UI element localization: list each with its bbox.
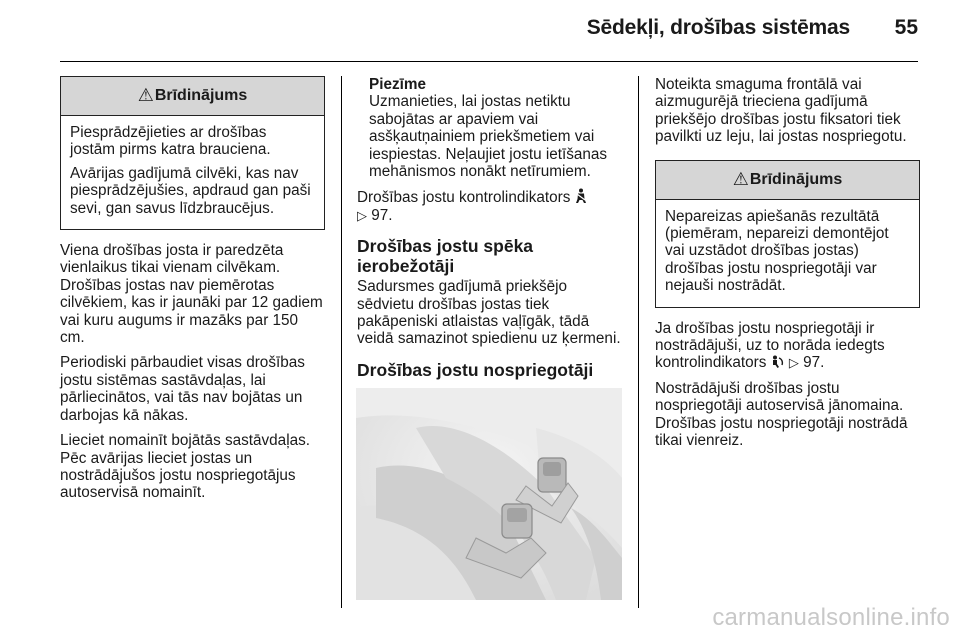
body-paragraph: Viena drošības josta ir paredzēta vienlaikus tikai vienam cilvēkam. Drošības jostas nav piemērotas cilvēkiem, kas ir jaunāki par 12 gadiem vai kuru augums ir mazāks par 150 cm. bbox=[60, 242, 323, 347]
column-1 bbox=[60, 76, 325, 510]
watermark: carmanualsonline.info bbox=[712, 604, 950, 631]
body-paragraph: Periodiski pārbaudiet visas drošības jostu sistēmas sastāvdaļas, lai pārliecinātos, vai tās nav bojātas un darbojas kā nākas. bbox=[60, 354, 305, 424]
warning-triangle-icon: ⚠ bbox=[137, 85, 154, 106]
airbag-indicator-icon bbox=[771, 354, 789, 371]
warning-box-1 bbox=[60, 76, 325, 230]
seatbelt-buckle-illustration bbox=[356, 388, 622, 600]
seatbelt-warning-icon bbox=[575, 189, 587, 206]
warning-box-body bbox=[656, 200, 919, 307]
body-paragraph: Lieciet nomainīt bojātās sastāvdaļas. Pēc avārijas lieciet jostas un nostrādājušos jostu nospriegotājus autoservisā nomainīt. bbox=[60, 432, 310, 502]
warning-label: Brīdinājums bbox=[749, 170, 843, 188]
column-divider-1 bbox=[341, 76, 342, 608]
body-paragraph bbox=[655, 320, 920, 372]
section-heading: Drošības jostu spēka ierobežotāji bbox=[357, 236, 534, 277]
column-2 bbox=[357, 76, 625, 382]
warning-box-body bbox=[61, 116, 324, 229]
page-ref-arrow-icon: ▷ bbox=[357, 207, 367, 223]
warning-box-header bbox=[656, 161, 919, 200]
warning-label: Brīdinājums bbox=[154, 87, 248, 105]
note-title: Piezīme bbox=[369, 76, 426, 93]
page-number: 55 bbox=[894, 16, 918, 39]
indicator-ref: 97. bbox=[371, 206, 393, 224]
pretensioner-text: Ja drošības jostu nospriegotāji ir nostrādājuši, uz to norāda iedegts kontrolindikators bbox=[655, 319, 885, 372]
column-divider-2 bbox=[638, 76, 639, 608]
warning-triangle-icon: ⚠ bbox=[732, 168, 749, 189]
body-paragraph: Sadursmes gadījumā priekšējo sēdvietu drošības jostas tiek pakāpeniski atlaistas vaļīgāk, tādā veidā samazinot spiedienu uz ķermeni. bbox=[357, 278, 621, 348]
page-header-title: Sēdekļi, drošības sistēmas bbox=[586, 16, 850, 39]
warning-paragraph: Nepareizas apiešanās rezultātā (piemēram, nepareizi demontējot vai uzstādot drošības jostas) drošības jostu nospriegotāji var nejauši nostrādāt. bbox=[665, 207, 889, 295]
note-text: Uzmanieties, lai jostas netiktu sabojātas ar apaviem vai asšķautņainiem priekšmetiem vai iespiestas. Neļaujiet jostu ietīšanas mehānismos nonākt netīrumiem. bbox=[369, 93, 608, 181]
page-ref-arrow-icon: ▷ bbox=[788, 355, 799, 371]
warning-paragraph: Piesprādzējieties ar drošības jostām pirms katra brauciena. bbox=[70, 124, 271, 159]
pretensioner-ref: 97. bbox=[803, 354, 825, 372]
indicator-paragraph bbox=[357, 188, 625, 224]
warning-box-2 bbox=[655, 160, 920, 308]
body-paragraph: Nostrādājuši drošības jostu nospriegotāji autoservisā jānomaina. Drošības jostu nospriegotāji nostrādā tikai vienreiz. bbox=[655, 379, 908, 450]
column-3 bbox=[655, 76, 920, 458]
note-block bbox=[357, 76, 625, 180]
warning-box-header bbox=[61, 77, 324, 116]
warning-paragraph: Avārijas gadījumā cilvēki, kas nav piesprādzējušies, apdraud gan paši sevi, gan savus līdzbraucējus. bbox=[70, 164, 311, 217]
body-paragraph: Noteikta smaguma frontālā vai aizmugurējā trieciena gadījumā priekšējo drošības jostu fiksatori tiek pavilkti uz leju, lai jostas nospriegotu. bbox=[655, 76, 907, 146]
section-heading: Drošības jostu nospriegotāji bbox=[357, 359, 594, 380]
indicator-text: Drošības jostu kontrolindikators bbox=[357, 189, 571, 207]
header-divider bbox=[60, 61, 918, 62]
